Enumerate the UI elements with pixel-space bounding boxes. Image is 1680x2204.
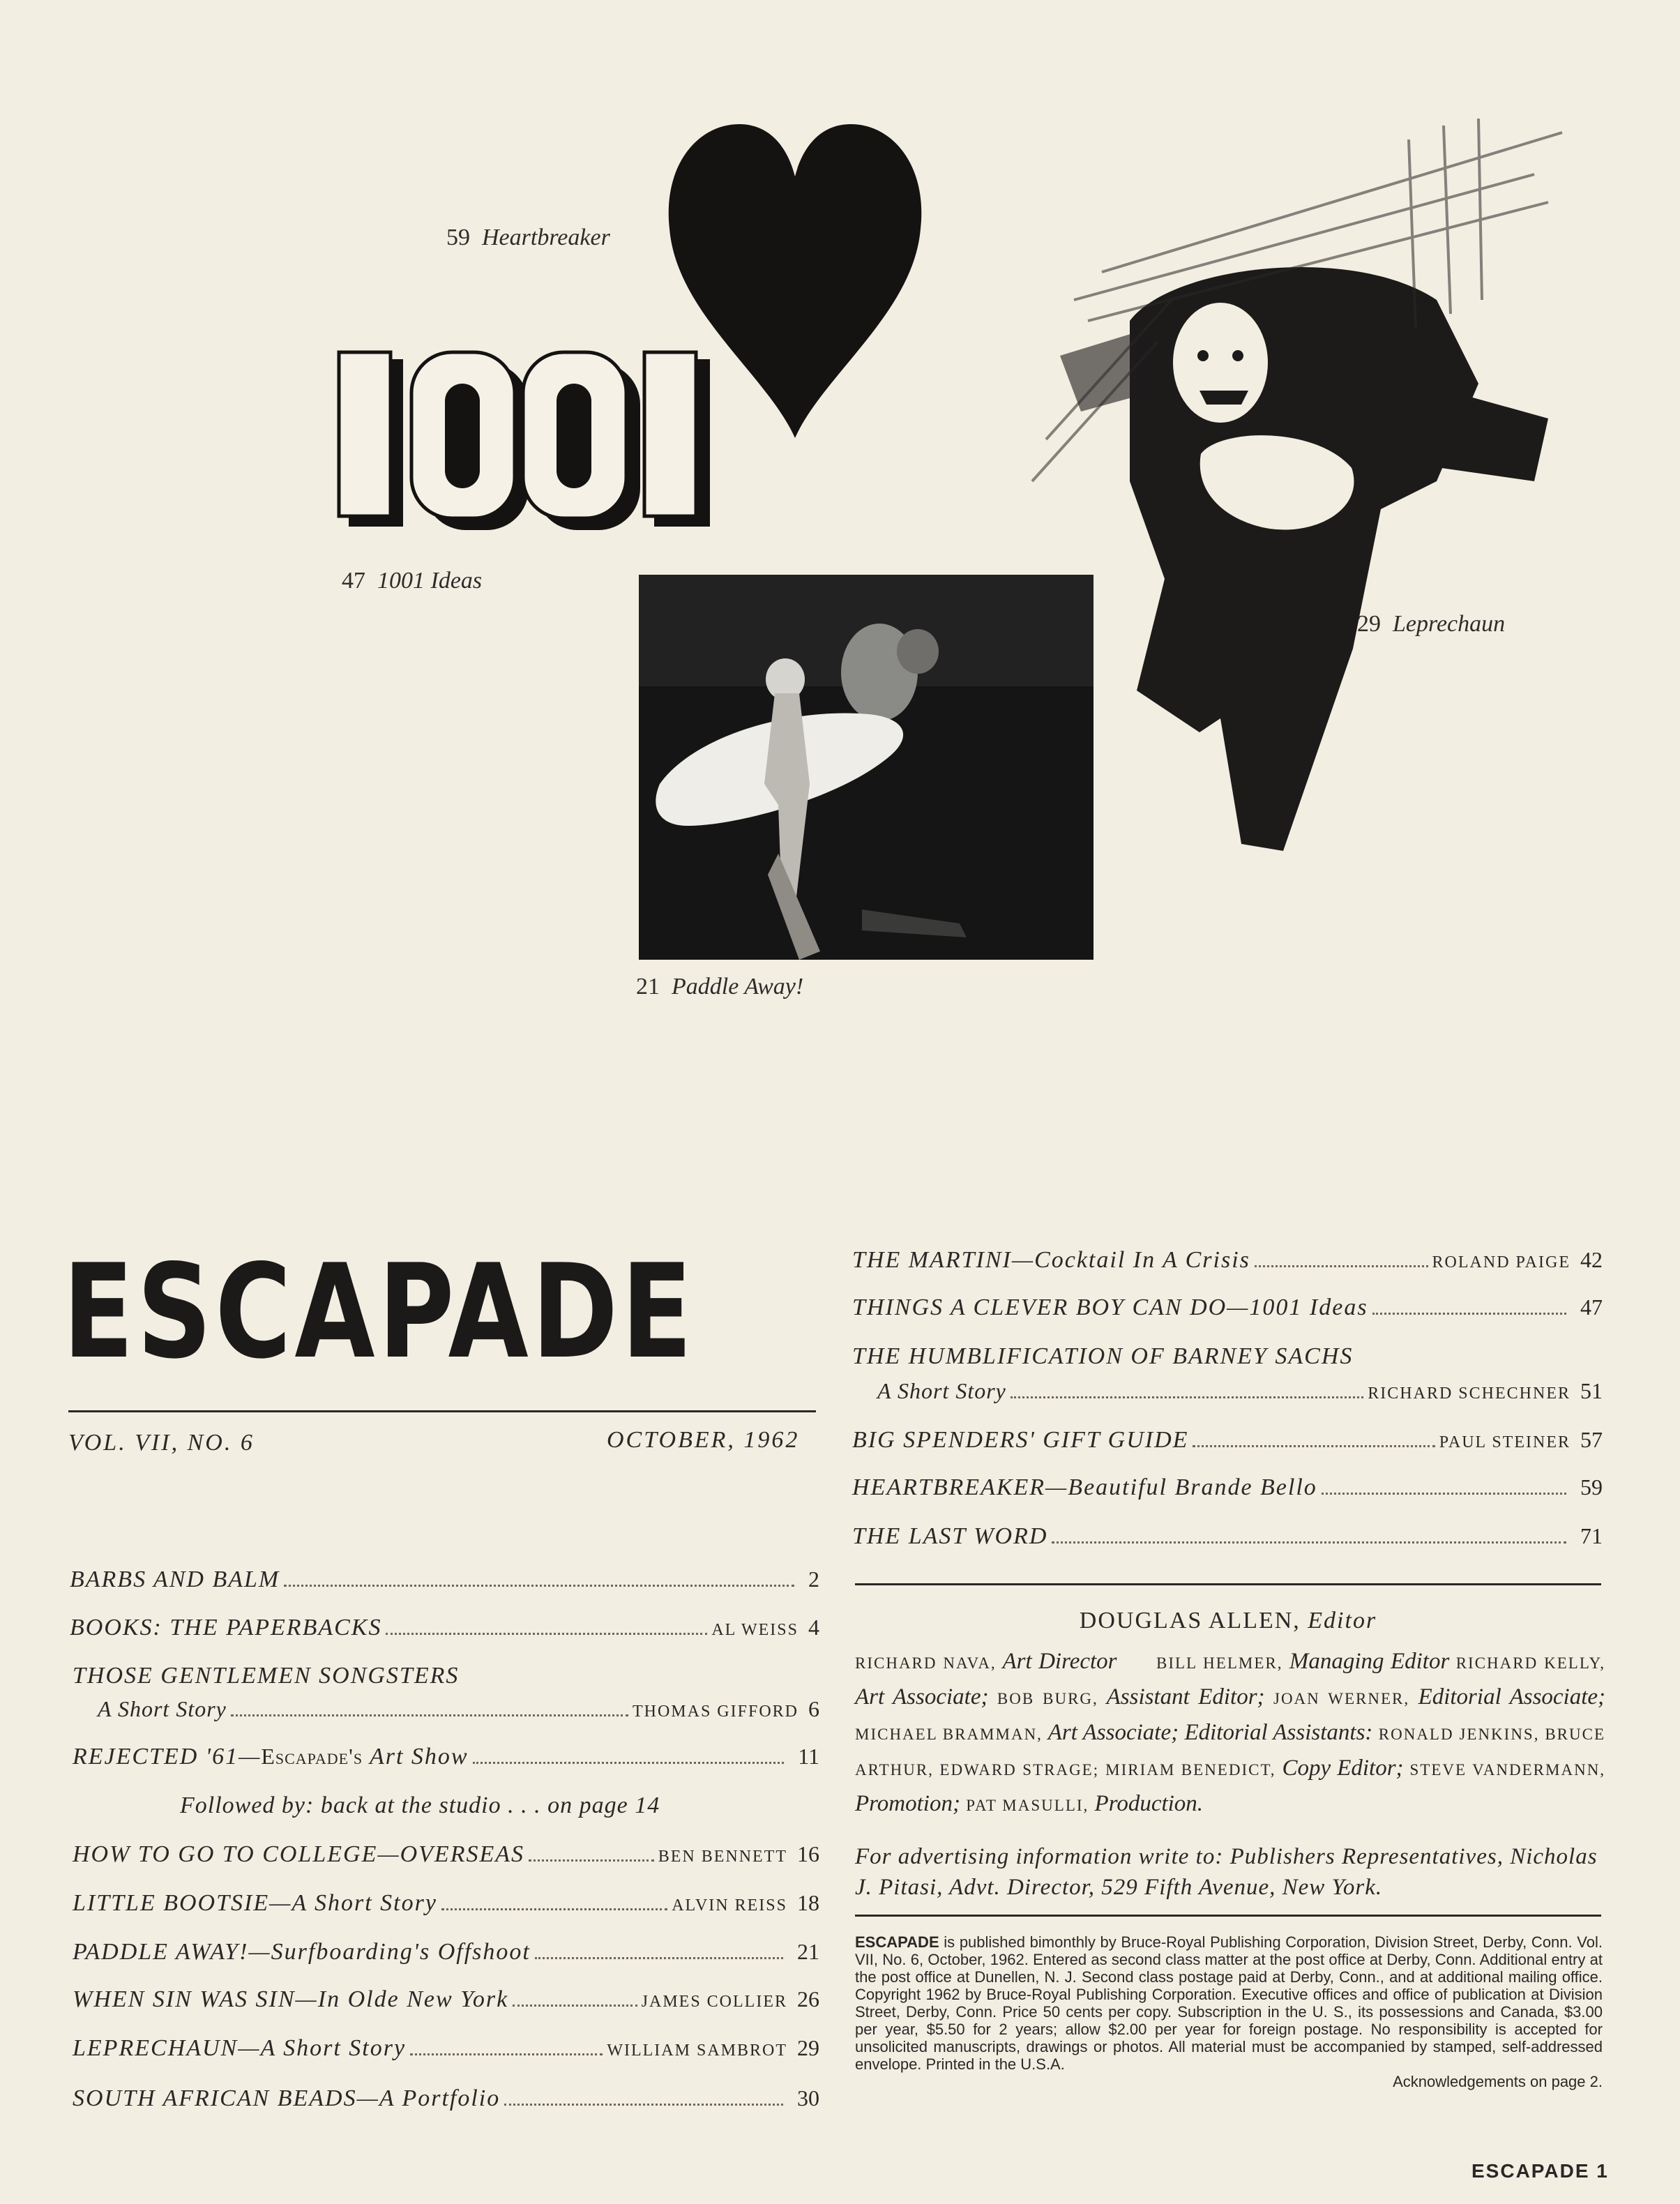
- toc-leader: [410, 2053, 603, 2055]
- staff-role: Editorial Assistants:: [1184, 1720, 1373, 1745]
- toc-author: BEN BENNETT: [658, 1848, 787, 1866]
- toc-entry[interactable]: [852, 1247, 1603, 1274]
- toc-page: 11: [798, 1744, 819, 1769]
- page-folio: ESCAPADE 1: [1471, 2160, 1609, 2182]
- logo-1001-illustration: [333, 349, 766, 541]
- caption-ideas: [342, 568, 482, 594]
- toc-leader: [504, 2104, 783, 2106]
- toc-page: 2: [808, 1567, 819, 1592]
- toc-page: 4: [808, 1615, 819, 1640]
- toc-leader: [231, 1714, 628, 1716]
- staff-role: Promotion;: [855, 1791, 960, 1816]
- toc-entry[interactable]: [877, 1378, 1603, 1405]
- toc-entry[interactable]: [852, 1295, 1603, 1321]
- toc-page: 6: [808, 1696, 819, 1721]
- staff-role: Production.: [1089, 1791, 1204, 1816]
- toc-title: WHEN SIN WAS SIN—: [73, 1986, 318, 2012]
- toc-title: THE HUMBLIFICATION OF BARNEY SACHS: [852, 1343, 1354, 1369]
- section-rule: [855, 1915, 1601, 1917]
- toc-page: 57: [1580, 1427, 1603, 1452]
- staff-name: MICHAEL BRAMMAN,: [855, 1726, 1043, 1743]
- toc-entry[interactable]: [73, 2035, 819, 2062]
- toc-entry-title[interactable]: [73, 1663, 819, 1689]
- caption-label: Paddle Away!: [672, 974, 804, 999]
- staff-role: Managing Editor: [1282, 1649, 1450, 1674]
- caption-paddle: [636, 974, 803, 1000]
- toc-leader: [529, 1859, 654, 1862]
- toc-title: PADDLE AWAY!—: [73, 1939, 271, 1965]
- toc-leader: [386, 1633, 707, 1635]
- toc-entry[interactable]: [852, 1523, 1603, 1550]
- staff-name: STEVE VANDERMANN,: [1409, 1761, 1606, 1779]
- toc-page: 26: [797, 1986, 819, 2011]
- staff-name: JOAN WERNER,: [1273, 1690, 1410, 1707]
- staff-role: Art Associate;: [1042, 1720, 1179, 1745]
- staff-name: BILL HELMER,: [1156, 1654, 1283, 1672]
- toc-title: THE MARTINI—: [852, 1247, 1035, 1273]
- caption-label: Leprechaun: [1393, 611, 1506, 637]
- masthead-rule: [68, 1410, 816, 1412]
- toc-title: THOSE GENTLEMEN SONGSTERS: [73, 1663, 460, 1689]
- toc-title-suffix: Beautiful Brande Bello: [1068, 1474, 1317, 1500]
- staff-name: PAT MASULLI,: [966, 1797, 1089, 1814]
- toc-title-smallcaps: Escapade's: [261, 1744, 363, 1769]
- toc-entry[interactable]: [70, 1615, 819, 1641]
- toc-title: THE LAST WORD: [852, 1523, 1048, 1549]
- staff-list: [855, 1645, 1605, 1822]
- toc-entry[interactable]: [98, 1696, 819, 1723]
- toc-title: REJECTED '61—: [73, 1744, 262, 1769]
- section-rule: [855, 1583, 1601, 1585]
- editor-role: Editor: [1300, 1608, 1377, 1633]
- toc-author: RICHARD SCHECHNER: [1368, 1384, 1571, 1403]
- toc-author: ROLAND PAIGE: [1432, 1253, 1571, 1271]
- toc-author: WILLIAM SAMBROT: [607, 2041, 787, 2060]
- toc-title: SOUTH AFRICAN BEADS—: [73, 2085, 379, 2111]
- toc-author: JAMES COLLIER: [641, 1993, 787, 2011]
- toc-page: 18: [797, 1890, 819, 1915]
- toc-page: 42: [1580, 1247, 1603, 1272]
- toc-title-suffix: 1001 Ideas: [1249, 1295, 1368, 1320]
- staff-role: Copy Editor;: [1276, 1756, 1404, 1781]
- toc-leader: [1372, 1313, 1566, 1315]
- toc-entry[interactable]: [70, 1567, 819, 1593]
- toc-title-suffix: A Short Story: [292, 1890, 437, 1916]
- toc-entry[interactable]: [73, 1986, 819, 2013]
- caption-label: 1001 Ideas: [377, 568, 483, 594]
- acknowledgements-note: Acknowledgements on page 2.: [1393, 2073, 1603, 2090]
- toc-author: THOMAS GIFFORD: [632, 1703, 799, 1721]
- toc-page: 30: [797, 2085, 819, 2111]
- caption-page-number: 47: [342, 568, 365, 594]
- toc-leader: [1193, 1445, 1435, 1447]
- staff-role: Assistant Editor;: [1098, 1684, 1265, 1709]
- toc-leader: [513, 2005, 637, 2007]
- toc-title: HOW TO GO TO COLLEGE—OVERSEAS: [73, 1841, 525, 1867]
- toc-leader: [535, 1957, 783, 1959]
- masthead-title: ESCAPADE: [63, 1236, 696, 1387]
- issue-date: OCTOBER, 1962: [607, 1427, 800, 1453]
- advertising-info: For advertising information write to: Publishers Representatives, Nicholas J. Pitasi, Advt. Director, 529 Fifth Avenue, New York.: [855, 1844, 1598, 1900]
- toc-page: 59: [1580, 1474, 1603, 1500]
- toc-title: LEPRECHAUN—: [73, 2035, 261, 2061]
- volume-number: VOL. VII, NO. 6: [68, 1430, 255, 1456]
- toc-title: BIG SPENDERS' GIFT GUIDE: [852, 1427, 1189, 1453]
- staff-name: BOB BURG,: [997, 1690, 1098, 1707]
- toc-subtitle: A Short Story: [877, 1378, 1006, 1403]
- toc-page: 21: [797, 1939, 819, 1964]
- editor-credit: [855, 1608, 1601, 1634]
- toc-leader: [1255, 1265, 1428, 1267]
- toc-author: AL WEISS: [711, 1621, 799, 1639]
- toc-title: LITTLE BOOTSIE—: [73, 1890, 292, 1916]
- toc-entry[interactable]: [852, 1427, 1603, 1454]
- toc-author: PAUL STEINER: [1439, 1433, 1571, 1451]
- toc-entry[interactable]: [73, 2085, 819, 2112]
- staff-name: RICHARD KELLY,: [1455, 1654, 1605, 1672]
- toc-entry[interactable]: [73, 1744, 819, 1770]
- toc-title-suffix: Surfboarding's Offshoot: [271, 1939, 531, 1965]
- staff-name: RONALD JENKINS, BRUCE ARTHUR, EDWARD STRAGE;: [855, 1726, 1606, 1779]
- toc-leader: [441, 1908, 667, 1910]
- publication-text: is published bimonthly by Bruce-Royal Publishing Corporation, Division Street, Derby, Conn. Vol. VII, No. 6, October, 1962. Entered as second class matter at the post office at Derby, Conn. Additional entry at the post office at Dunellen, N. J. Second class postage paid at Derby, Conn., and at additional mailing office. Copyright 1962 by Bruce-Royal Publishing Corporation. Executive offices and office of publication at Division Street, Derby, Conn. Price 50 cents per copy. Subscription in the U. S., its possessions and Canada, $3.00 per year, $5.50 for 2 years; allow $2.00 per year for foreign postage. No responsibility is accepted for unsolicited manuscripts, drawings or photos. All material must be accompanied by stamped, self-addressed envelope. Printed in the U.S.A.: [855, 1933, 1603, 2073]
- toc-author: ALVIN REISS: [672, 1896, 787, 1915]
- toc-entry[interactable]: [73, 1939, 819, 1965]
- toc-entry[interactable]: [73, 1841, 819, 1868]
- caption-page-number: 29: [1357, 611, 1381, 637]
- toc-title-suffix: A Short Story: [260, 2035, 407, 2061]
- toc-title-suffix: Cocktail In A Crisis: [1034, 1247, 1250, 1273]
- staff-role: Art Associate;: [855, 1684, 989, 1709]
- toc-leader: [284, 1585, 794, 1587]
- toc-entry[interactable]: [852, 1474, 1603, 1501]
- leprechaun-illustration: [990, 91, 1618, 865]
- toc-title: THINGS A CLEVER BOY CAN DO—: [852, 1295, 1250, 1320]
- caption-page-number: 59: [446, 225, 470, 250]
- toc-title-suffix: In Olde New York: [317, 1986, 509, 2012]
- toc-page: 51: [1580, 1378, 1603, 1403]
- caption-leprechaun: [1357, 611, 1505, 637]
- toc-page: 16: [797, 1841, 819, 1866]
- toc-title-suffix: A Portfolio: [379, 2085, 501, 2111]
- toc-note: Followed by: back at the studio . . . on page 14: [180, 1792, 660, 1818]
- toc-title: BOOKS: THE PAPERBACKS: [70, 1615, 382, 1640]
- toc-leader: [1052, 1541, 1566, 1543]
- toc-leader: [1011, 1396, 1363, 1398]
- toc-page: 47: [1580, 1295, 1603, 1320]
- staff-role: Art Director: [996, 1649, 1117, 1674]
- toc-subtitle: A Short Story: [98, 1696, 227, 1721]
- toc-entry-title[interactable]: [852, 1343, 1603, 1370]
- caption-page-number: 21: [636, 974, 660, 999]
- caption-heartbreaker: [446, 225, 610, 251]
- staff-role: Editorial Associate;: [1409, 1684, 1606, 1709]
- toc-leader: [473, 1762, 785, 1764]
- toc-entry[interactable]: [73, 1890, 819, 1917]
- publication-brand: ESCAPADE: [855, 1933, 939, 1951]
- editor-name: DOUGLAS ALLEN,: [1079, 1608, 1301, 1633]
- toc-title: BARBS AND BALM: [70, 1567, 280, 1592]
- staff-name: MIRIAM BENEDICT,: [1105, 1761, 1276, 1779]
- toc-page: 71: [1580, 1523, 1603, 1548]
- toc-page: 29: [797, 2035, 819, 2060]
- toc-title: HEARTBREAKER—: [852, 1474, 1068, 1500]
- publication-info: [855, 1933, 1603, 2090]
- toc-leader: [1322, 1493, 1566, 1495]
- staff-name: RICHARD NAVA,: [855, 1654, 997, 1672]
- caption-label: Heartbreaker: [482, 225, 610, 250]
- toc-title-suffix: Art Show: [363, 1744, 469, 1769]
